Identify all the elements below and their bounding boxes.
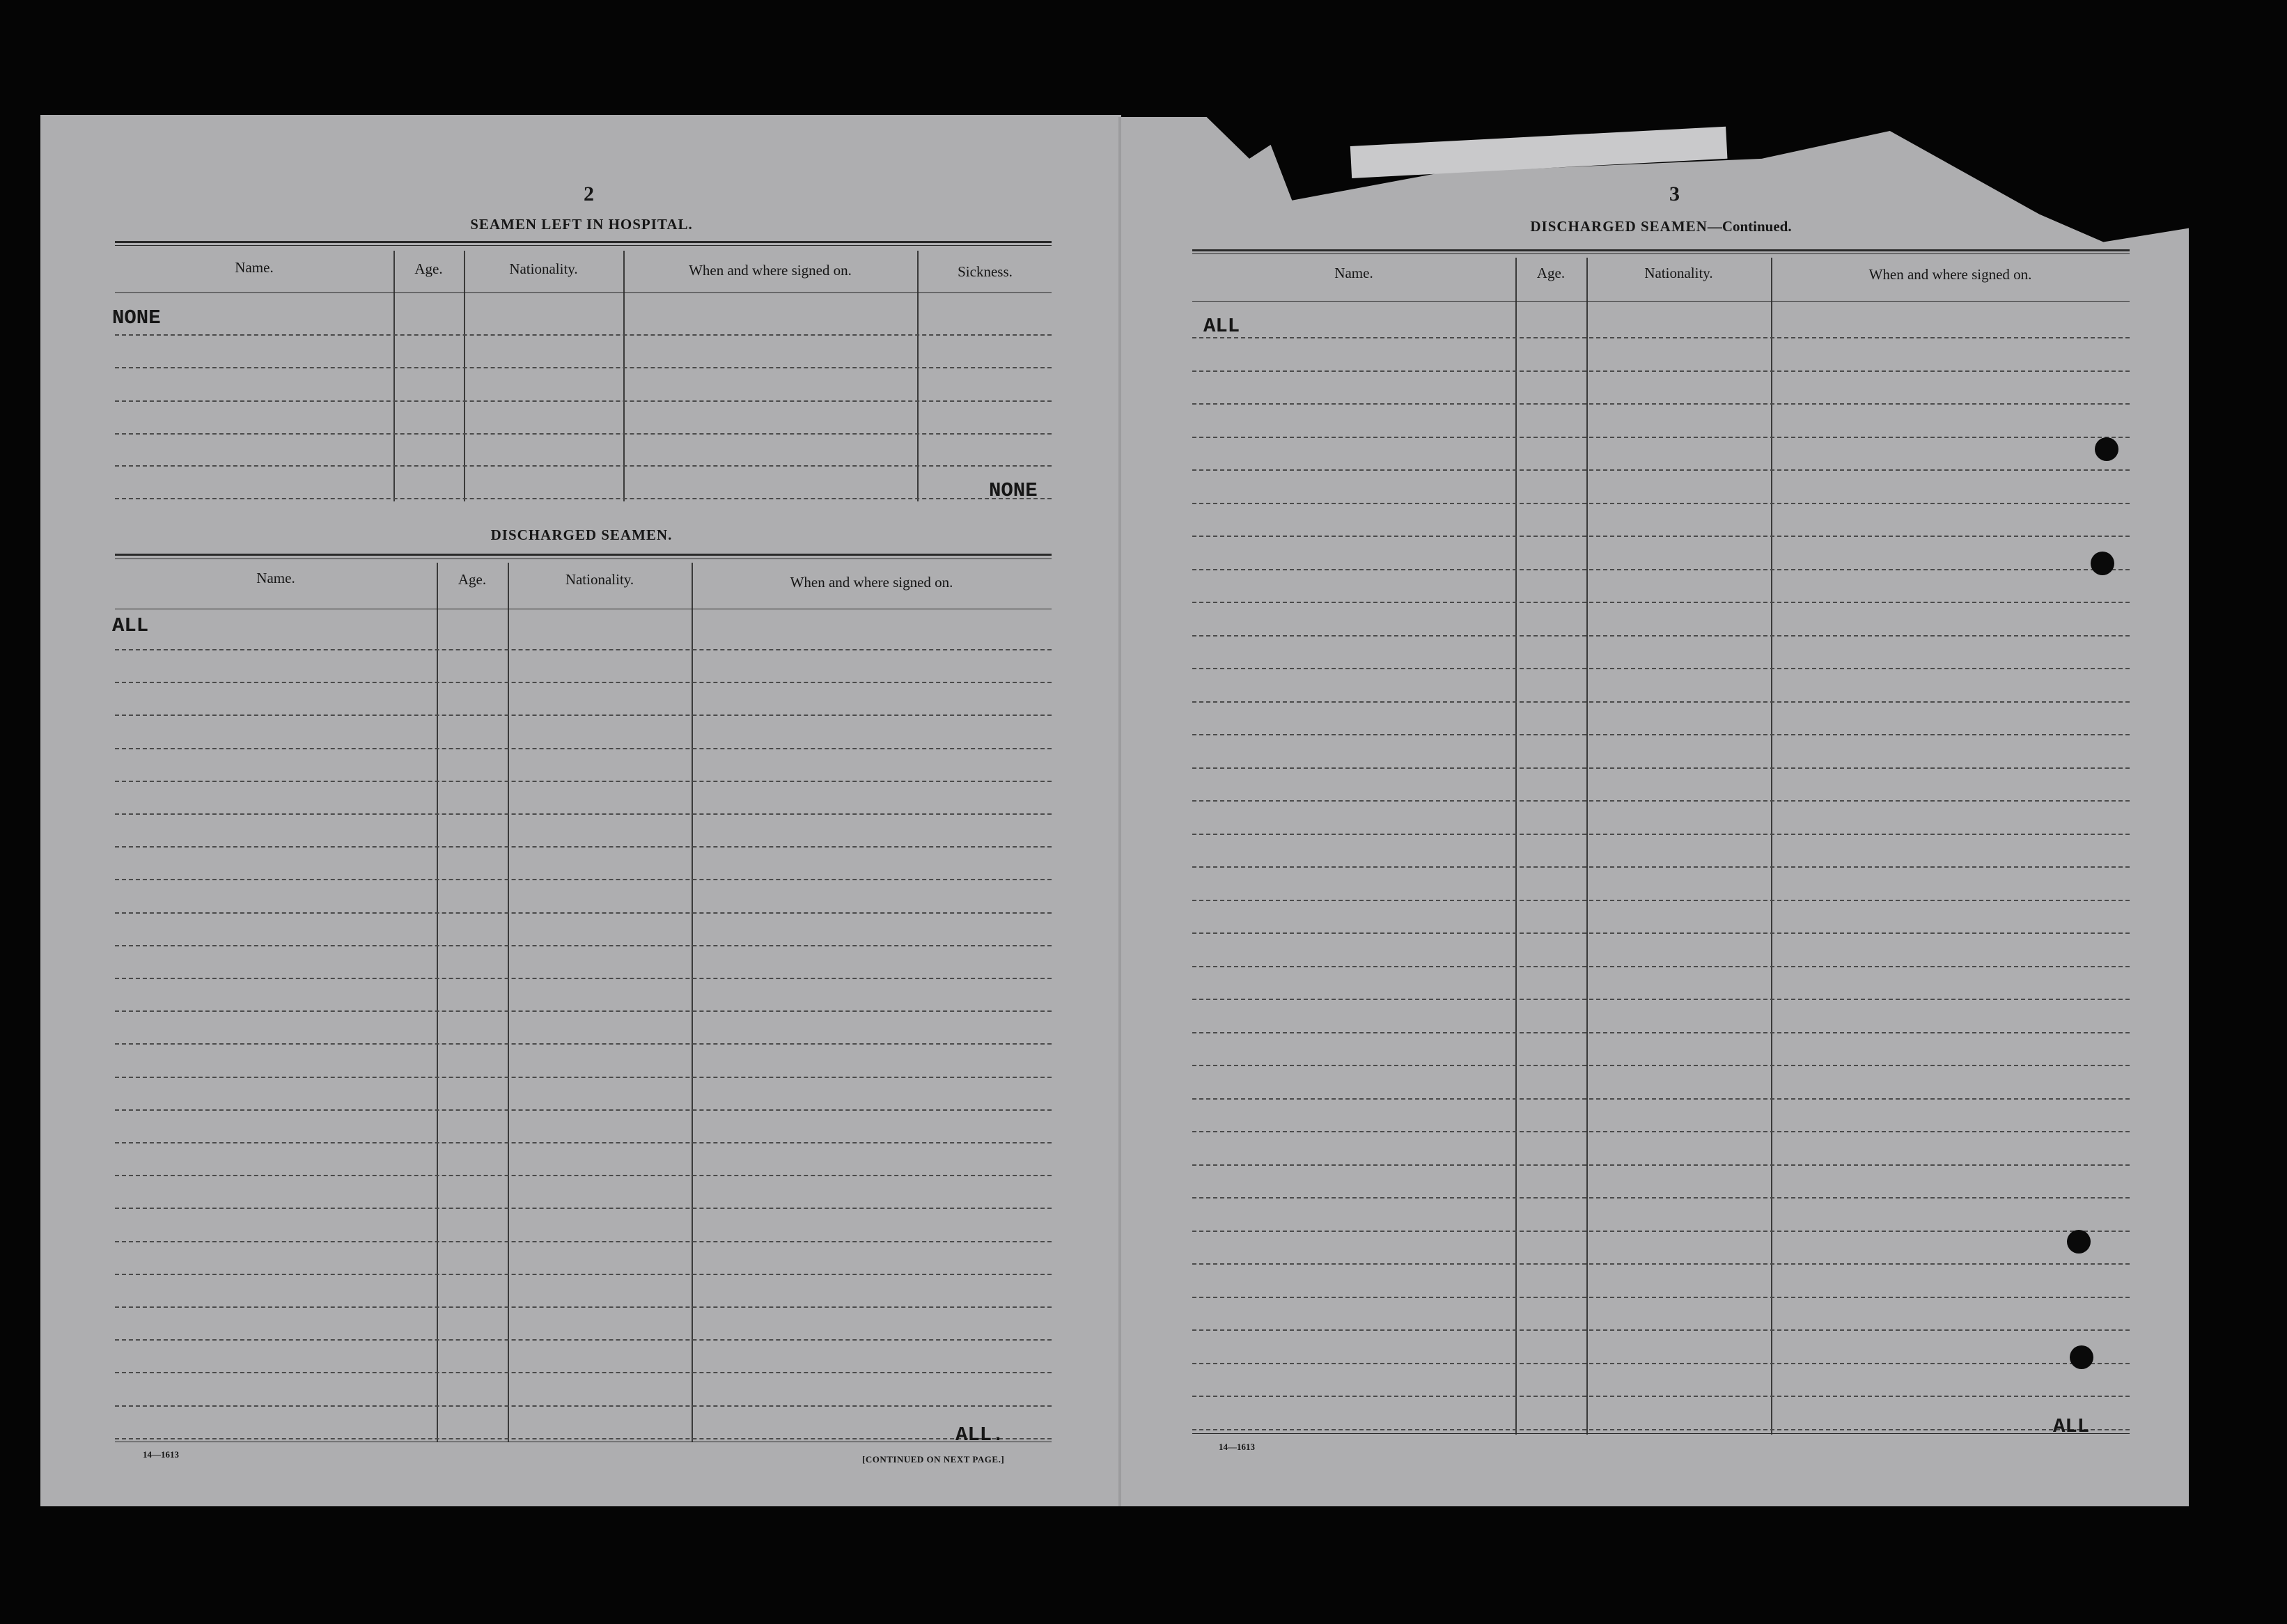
right-header-signed-on: When and where signed on. [1868,266,2032,283]
ruled-line [1192,1363,2130,1364]
ruled-line [1192,469,2130,471]
discharged-entry-name: ALL [112,614,149,637]
punch-hole [2091,552,2114,575]
ruled-line [115,1043,1052,1045]
ruled-line [115,1109,1052,1111]
ruled-line [1192,1164,2130,1166]
hospital-entry-sickness: NONE [989,479,1038,502]
ruled-line [1192,437,2130,438]
ruled-line [1192,1098,2130,1100]
ruled-line [115,1339,1052,1341]
discharged-section-title: DISCHARGED SEAMEN. [490,526,673,543]
right-header-age: Age. [1536,265,1566,281]
ruled-line [115,1175,1052,1176]
ruled-line [1192,1065,2130,1066]
ruled-line [115,1438,1052,1439]
right-top-rule [1192,249,2130,251]
ruled-line [115,978,1052,979]
ruled-line [1192,932,2130,934]
ruled-line [1192,1429,2130,1430]
punch-hole [2095,437,2118,461]
ruled-line [1192,536,2130,537]
discharged-header-name: Name. [256,570,295,586]
discharged-bottom-entry: ALL. [955,1423,1004,1446]
right-page [1121,117,2189,1506]
hospital-header-name: Name. [235,259,274,276]
ruled-line [1192,866,2130,868]
left-page-number: 2 [584,182,594,205]
ruled-line [115,682,1052,683]
ruled-line [1192,999,2130,1000]
ruled-line [115,846,1052,848]
ruled-line [1192,668,2130,669]
ruled-line [1192,602,2130,603]
right-form-number: 14—1613 [1219,1442,1255,1452]
discharged-header-signed-on: When and where signed on. [790,574,953,591]
hospital-top-rule [115,241,1052,243]
right-entry-name: ALL [1203,315,1240,338]
hospital-section-title: SEAMEN LEFT IN HOSPITAL. [470,216,693,233]
right-header-nationality: Nationality. [1644,265,1713,281]
discharged-top-rule [115,554,1052,556]
hospital-header-signed-on: When and where signed on. [689,262,852,279]
ruled-line [115,781,1052,782]
punch-hole [2067,1230,2091,1254]
ruled-line [1192,1197,2130,1199]
ruled-line [115,1142,1052,1143]
left-form-number: 14—1613 [143,1449,179,1460]
ruled-line [115,1274,1052,1275]
ruled-line [1192,503,2130,504]
ruled-line [1192,1396,2130,1397]
ruled-line [115,945,1052,946]
punch-hole [2070,1345,2093,1369]
ruled-line [115,1241,1052,1242]
ruled-line [115,1010,1052,1012]
ruled-line [1192,734,2130,735]
hospital-header-nationality: Nationality. [509,260,578,277]
discharged-header-nationality: Nationality. [565,571,634,588]
ruled-line [1192,1297,2130,1298]
ruled-line [1192,1231,2130,1232]
ruled-line [1192,635,2130,637]
ruled-line [1192,1032,2130,1033]
ruled-line [115,1306,1052,1308]
ruled-line [1192,403,2130,405]
ruled-line [115,1405,1052,1407]
right-header-name: Name. [1334,265,1373,281]
right-section-title: DISCHARGED SEAMEN—Continued. [1530,218,1792,235]
ruled-line [115,715,1052,716]
hospital-header-sickness: Sickness. [958,263,1013,280]
ruled-line [1192,800,2130,802]
continued-note: [CONTINUED ON NEXT PAGE.] [862,1454,1005,1465]
ruled-line [115,879,1052,880]
ruled-line [115,1372,1052,1373]
ruled-line [115,813,1052,815]
ruled-line [115,748,1052,749]
right-bottom-entry: ALL [2053,1415,2090,1438]
ruled-line [1192,966,2130,967]
ruled-line [1192,1131,2130,1132]
ruled-line [1192,767,2130,769]
ruled-line [115,912,1052,914]
ruled-line [1192,1329,2130,1331]
ruled-line [1192,370,2130,372]
ruled-line [1192,900,2130,901]
hospital-entry-name: NONE [112,306,161,329]
ruled-line [115,649,1052,650]
discharged-header-age: Age. [458,571,487,588]
ruled-line [1192,569,2130,570]
ruled-line [115,1077,1052,1078]
left-page [40,115,1121,1506]
ruled-line [115,1208,1052,1209]
ruled-line [1192,701,2130,703]
ruled-line [1192,1263,2130,1265]
ruled-line [1192,834,2130,835]
ruled-line [1192,337,2130,338]
right-page-number: 3 [1669,182,1680,205]
hospital-header-age: Age. [414,260,443,277]
